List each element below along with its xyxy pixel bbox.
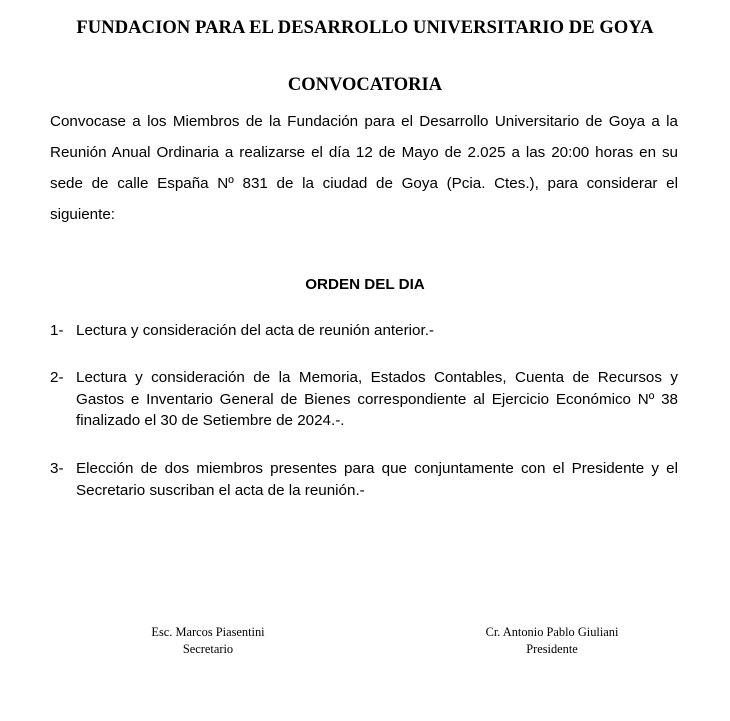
agenda-item-number: 3- [50,460,64,477]
organization-title: FUNDACION PARA EL DESARROLLO UNIVERSITARIO DE GOYA [76,18,654,38]
signature-name: Esc. Marcos Piasentini [151,625,265,639]
signature-role: Presidente [526,642,578,656]
signature-secretary [108,624,308,658]
agenda-item-3 [50,458,678,501]
document-title: CONVOCATORIA [287,75,443,95]
signature-president [436,624,668,658]
agenda-item-text: Lectura y consideración de la Memoria, Estados Contables, Cuenta de Recursos y Gastos e Inventario General de Bienes correspondiente al Ejercicio Económico Nº 38 finalizado el 30 de Setiembre de 2024.-. [76,369,678,429]
signature-name: Cr. Antonio Pablo Giuliani [485,625,619,639]
agenda-item-number: 2- [50,369,64,386]
agenda-item-1 [50,320,678,342]
signature-role: Secretario [182,642,234,656]
agenda-item-text: Lectura y consideración del acta de reunión anterior.- [76,322,434,339]
agenda-item-number: 1- [50,322,64,339]
agenda-item-2 [50,367,678,432]
intro-paragraph: Convocase a los Miembros de la Fundación para el Desarrollo Universitario de Goya a la Reunión Anual Ordinaria a realizarse el día 12 de Mayo de 2.025 a las 20:00 horas en su sede de calle España Nº 831 de la ciudad de Goya (Pcia. Ctes.), para considerar el siguiente: [50,113,678,223]
agenda-item-text: Elección de dos miembros presentes para que conjuntamente con el Presidente y el Secretario suscriban el acta de la reunión.- [76,460,678,499]
agenda-title: ORDEN DEL DIA [305,276,425,293]
